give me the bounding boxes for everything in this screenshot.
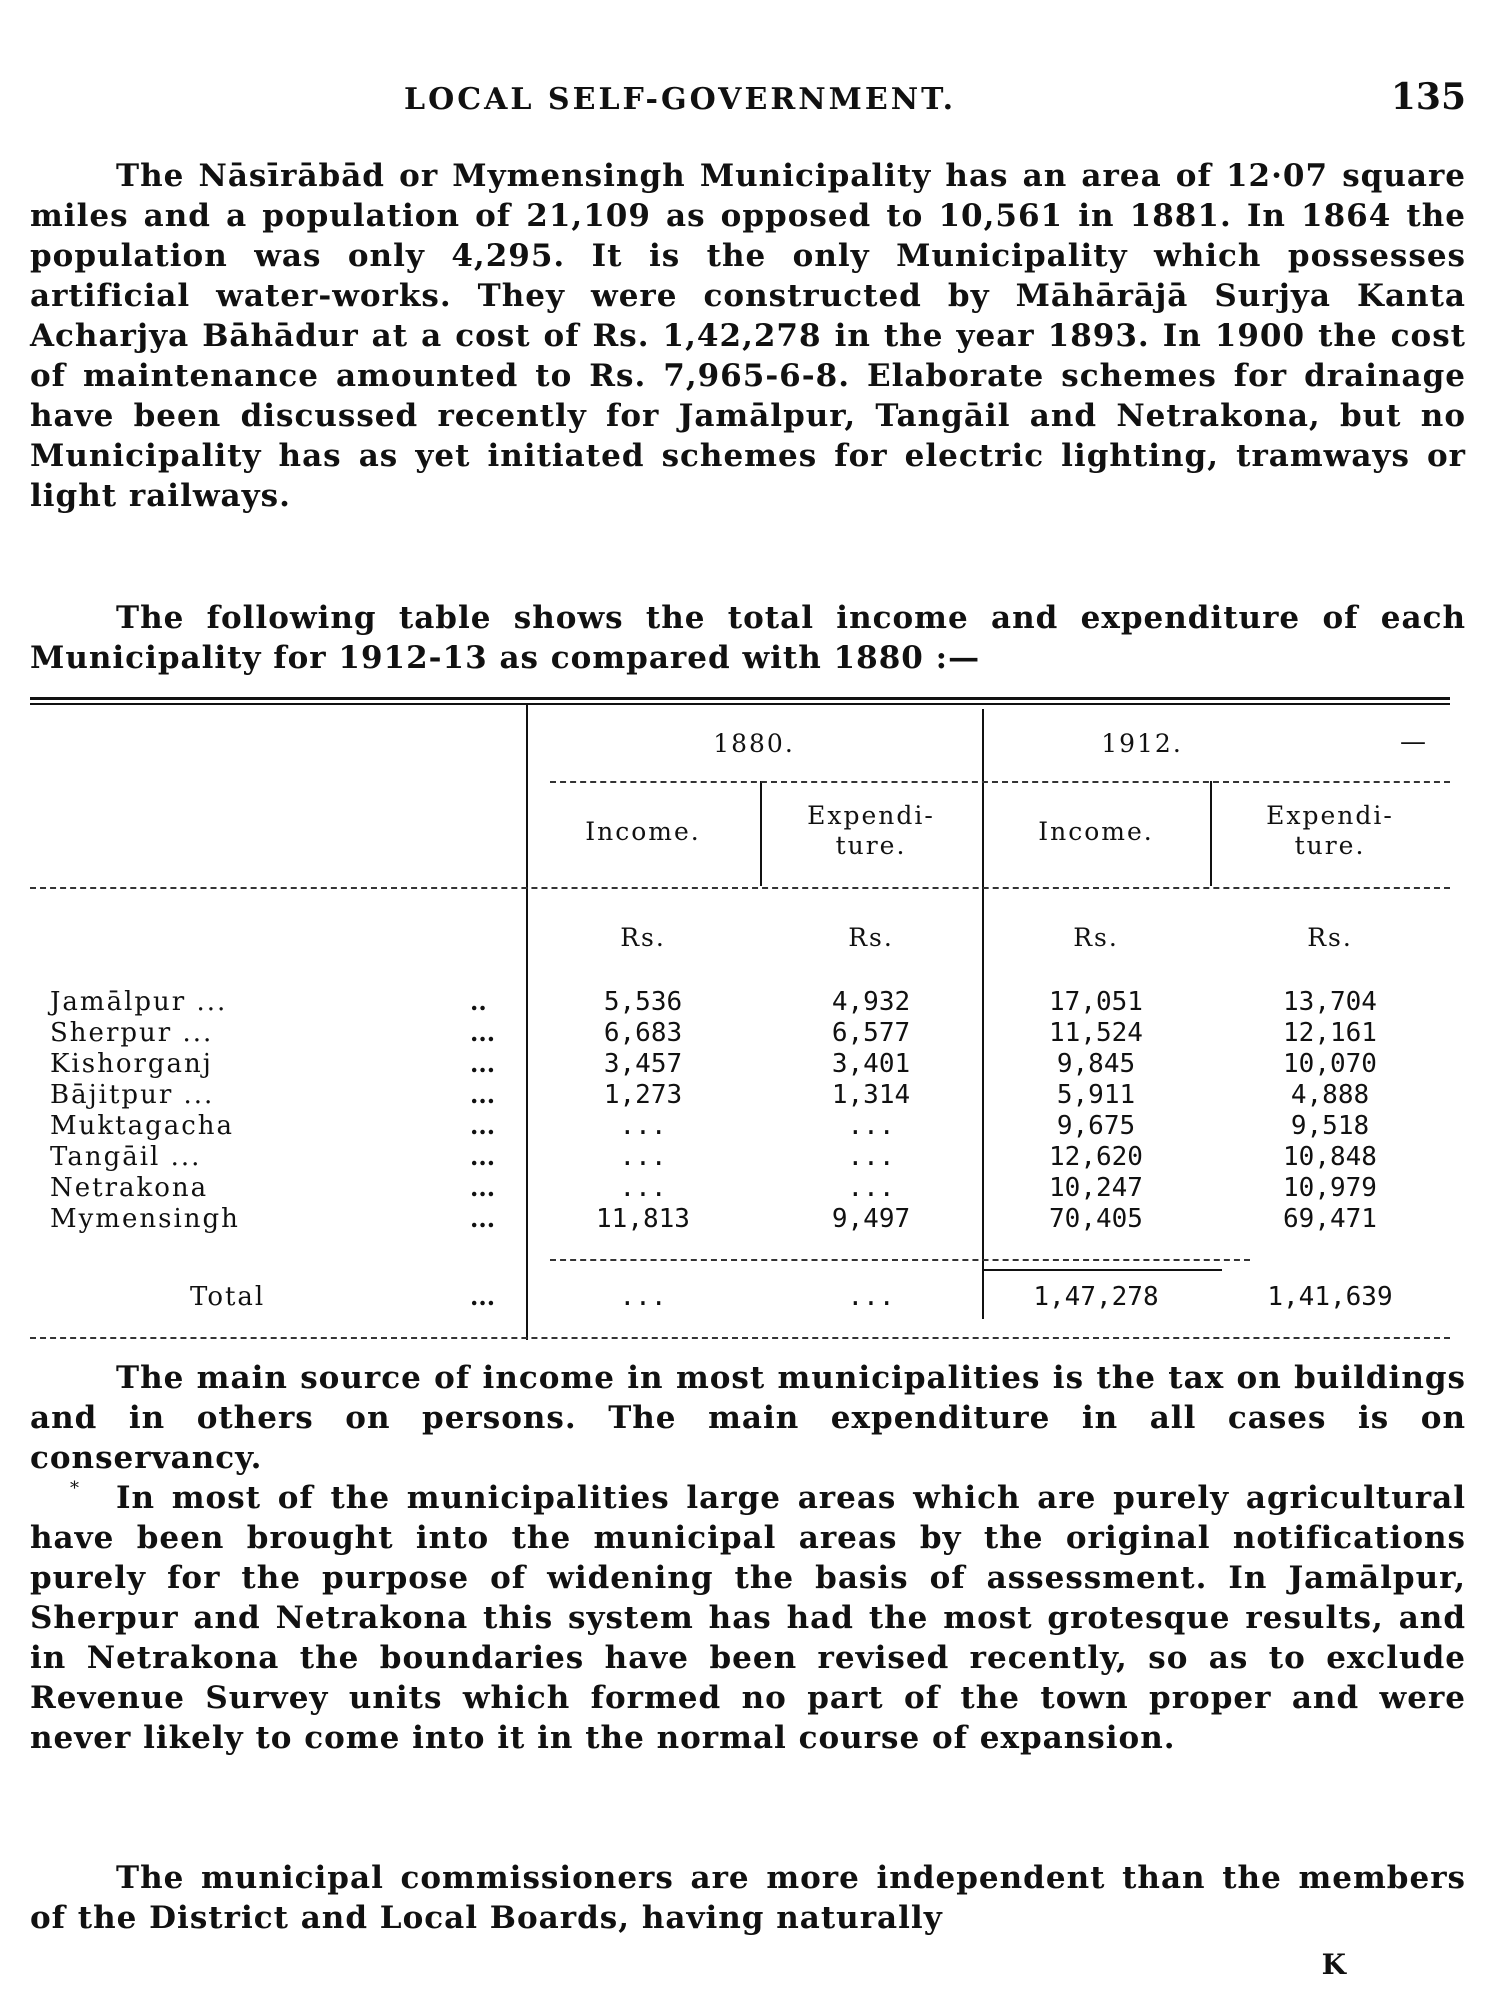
row-dots: ... <box>470 1018 496 1047</box>
paragraph-table-intro: The following table shows the total income and expenditure of each Municipality for 1912-13 as compared with 1880 :— <box>30 600 1466 676</box>
header-expenditure-1912-b: ture. <box>1294 831 1366 860</box>
row-name: Jamālpur ... <box>50 987 228 1017</box>
expenditure-1912: 12,161 <box>1283 1018 1377 1048</box>
running-title: LOCAL SELF-GOVERNMENT. <box>404 82 957 117</box>
year-divider <box>550 781 1450 783</box>
stray-dash: — <box>1400 727 1426 757</box>
expenditure-1880: ... <box>847 1142 895 1172</box>
total-divider-b <box>982 1269 1222 1271</box>
expenditure-1912: 4,888 <box>1290 1080 1370 1110</box>
income-1880: 5,536 <box>603 987 683 1017</box>
unit-income-1880: Rs. <box>620 923 666 952</box>
unit-expenditure-1912: Rs. <box>1307 923 1353 952</box>
paragraph-income-source: The main source of income in most municipalities is the tax on buildings and in others on persons. The main expenditure in all cases is on conservancy. <box>30 1360 1466 1476</box>
header-expenditure-1880-b: ture. <box>835 831 907 860</box>
total-income-1912: 1,47,278 <box>1033 1282 1159 1312</box>
table-total-row <box>30 1282 1450 1316</box>
table-top-rule-thin <box>30 703 1450 705</box>
municipal-finance-table <box>30 697 1466 1347</box>
row-name: Muktagacha <box>50 1111 235 1141</box>
income-1912: 17,051 <box>1049 987 1143 1017</box>
expenditure-1912: 13,704 <box>1283 987 1377 1017</box>
page-number: 135 <box>1390 76 1466 118</box>
paragraph-municipality-description: The Nāsīrābād or Mymensingh Municipality has an area of 12·07 square miles and a population of 21,109 as opposed to 10,561 in 1881. In 1864 the population was only 4,295. It is the only Municipality which possesses artificial water-works. They were constructed by Māhārājā Surjya Kanta Acharjya Bāhādur at a cost of Rs. 1,42,278 in the year 1893. In 1900 the cost of maintenance amounted to Rs. 7,965-6-8. Elaborate schemes for drainage have been discussed recently for Jamālpur, Tangāil and Netrakona, but no Municipality has as yet initiated schemes for electric lighting, tramways or light railways. <box>30 158 1466 514</box>
income-1880: ... <box>619 1142 667 1172</box>
table-top-rule <box>30 697 1450 700</box>
expenditure-1912: 10,848 <box>1283 1142 1377 1172</box>
total-expenditure-1912: 1,41,639 <box>1267 1282 1393 1312</box>
row-dots: ... <box>470 1049 496 1078</box>
row-dots: ... <box>470 1142 496 1171</box>
row-dots: ... <box>470 1173 496 1202</box>
expenditure-1880: 1,314 <box>831 1080 911 1110</box>
signature-mark: K <box>1321 1948 1346 1981</box>
income-1880: 1,273 <box>603 1080 683 1110</box>
row-name: Sherpur ... <box>50 1018 214 1048</box>
table-row <box>30 1018 1450 1050</box>
unit-income-1912: Rs. <box>1073 923 1119 952</box>
unit-expenditure-1880: Rs. <box>848 923 894 952</box>
expenditure-1880: 9,497 <box>831 1204 911 1234</box>
income-1880: 3,457 <box>603 1049 683 1079</box>
header-year-1912: 1912. <box>1101 729 1183 758</box>
header-income-1880: Income. <box>585 817 701 846</box>
expenditure-1880: 3,401 <box>831 1049 911 1079</box>
total-income-1880: ... <box>619 1282 667 1312</box>
table-bottom-rule <box>30 1337 1450 1339</box>
income-1880: ... <box>619 1111 667 1141</box>
income-1912: 10,247 <box>1049 1173 1143 1203</box>
income-1912: 11,524 <box>1049 1018 1143 1048</box>
expenditure-1880: 6,577 <box>831 1018 911 1048</box>
header-year-1880: 1880. <box>713 729 795 758</box>
table-row <box>30 987 1450 1019</box>
expenditure-1880: ... <box>847 1173 895 1203</box>
total-expenditure-1880: ... <box>847 1282 895 1312</box>
total-label: Total <box>190 1282 266 1312</box>
page-header <box>30 76 1466 126</box>
income-1880: ... <box>619 1173 667 1203</box>
income-1912: 12,620 <box>1049 1142 1143 1172</box>
table-row <box>30 1173 1450 1205</box>
income-1912: 70,405 <box>1049 1204 1143 1234</box>
expenditure-1912: 69,471 <box>1283 1204 1377 1234</box>
row-name: Kishorganj <box>50 1049 213 1079</box>
row-dots: ... <box>470 1080 496 1109</box>
table-row <box>30 1142 1450 1174</box>
row-name: Netrakona <box>50 1173 209 1203</box>
income-1912: 9,845 <box>1056 1049 1136 1079</box>
row-name: Tangāil ... <box>50 1142 202 1172</box>
expenditure-1880: 4,932 <box>831 987 911 1017</box>
subheader-divider <box>30 887 1450 889</box>
paragraph-agricultural-areas: In most of the municipalities large areas which are purely agricultural have been brought into the municipal areas by the original notifications purely for the purpose of widening the basis of assessment. In Jamālpur, Sherpur and Netrakona this system has had the most grotesque results, and in Netrakona the boundaries have been revised recently, so as to exclude Revenue Survey units which formed no part of the town proper and were never likely to come into it in the normal course of expansion. <box>30 1480 1466 1756</box>
header-income-1912: Income. <box>1038 817 1154 846</box>
income-1912: 5,911 <box>1056 1080 1136 1110</box>
row-dots: .. <box>470 987 487 1016</box>
row-name: Bājitpur ... <box>50 1080 215 1110</box>
table-row <box>30 1204 1450 1236</box>
total-divider-a <box>550 1259 1250 1261</box>
expenditure-1912: 9,518 <box>1290 1111 1370 1141</box>
income-1880: 6,683 <box>603 1018 683 1048</box>
income-1912: 9,675 <box>1056 1111 1136 1141</box>
expenditure-1912: 10,070 <box>1283 1049 1377 1079</box>
expenditure-1880: ... <box>847 1111 895 1141</box>
row-name: Mymensingh <box>50 1204 240 1234</box>
expenditure-1912: 10,979 <box>1283 1173 1377 1203</box>
margin-mark: * <box>70 1478 79 1499</box>
row-dots: ... <box>470 1282 496 1311</box>
paragraph-commissioners: The municipal commissioners are more independent than the members of the District and Local Boards, having naturally <box>30 1860 1466 1936</box>
table-row <box>30 1049 1450 1081</box>
book-page <box>30 0 1466 2000</box>
header-expenditure-1912-a: Expendi- <box>1266 801 1394 830</box>
table-row <box>30 1111 1450 1143</box>
income-1880: 11,813 <box>596 1204 690 1234</box>
table-row <box>30 1080 1450 1112</box>
row-dots: ... <box>470 1111 496 1140</box>
row-dots: ... <box>470 1204 496 1233</box>
header-expenditure-1880-a: Expendi- <box>807 801 935 830</box>
